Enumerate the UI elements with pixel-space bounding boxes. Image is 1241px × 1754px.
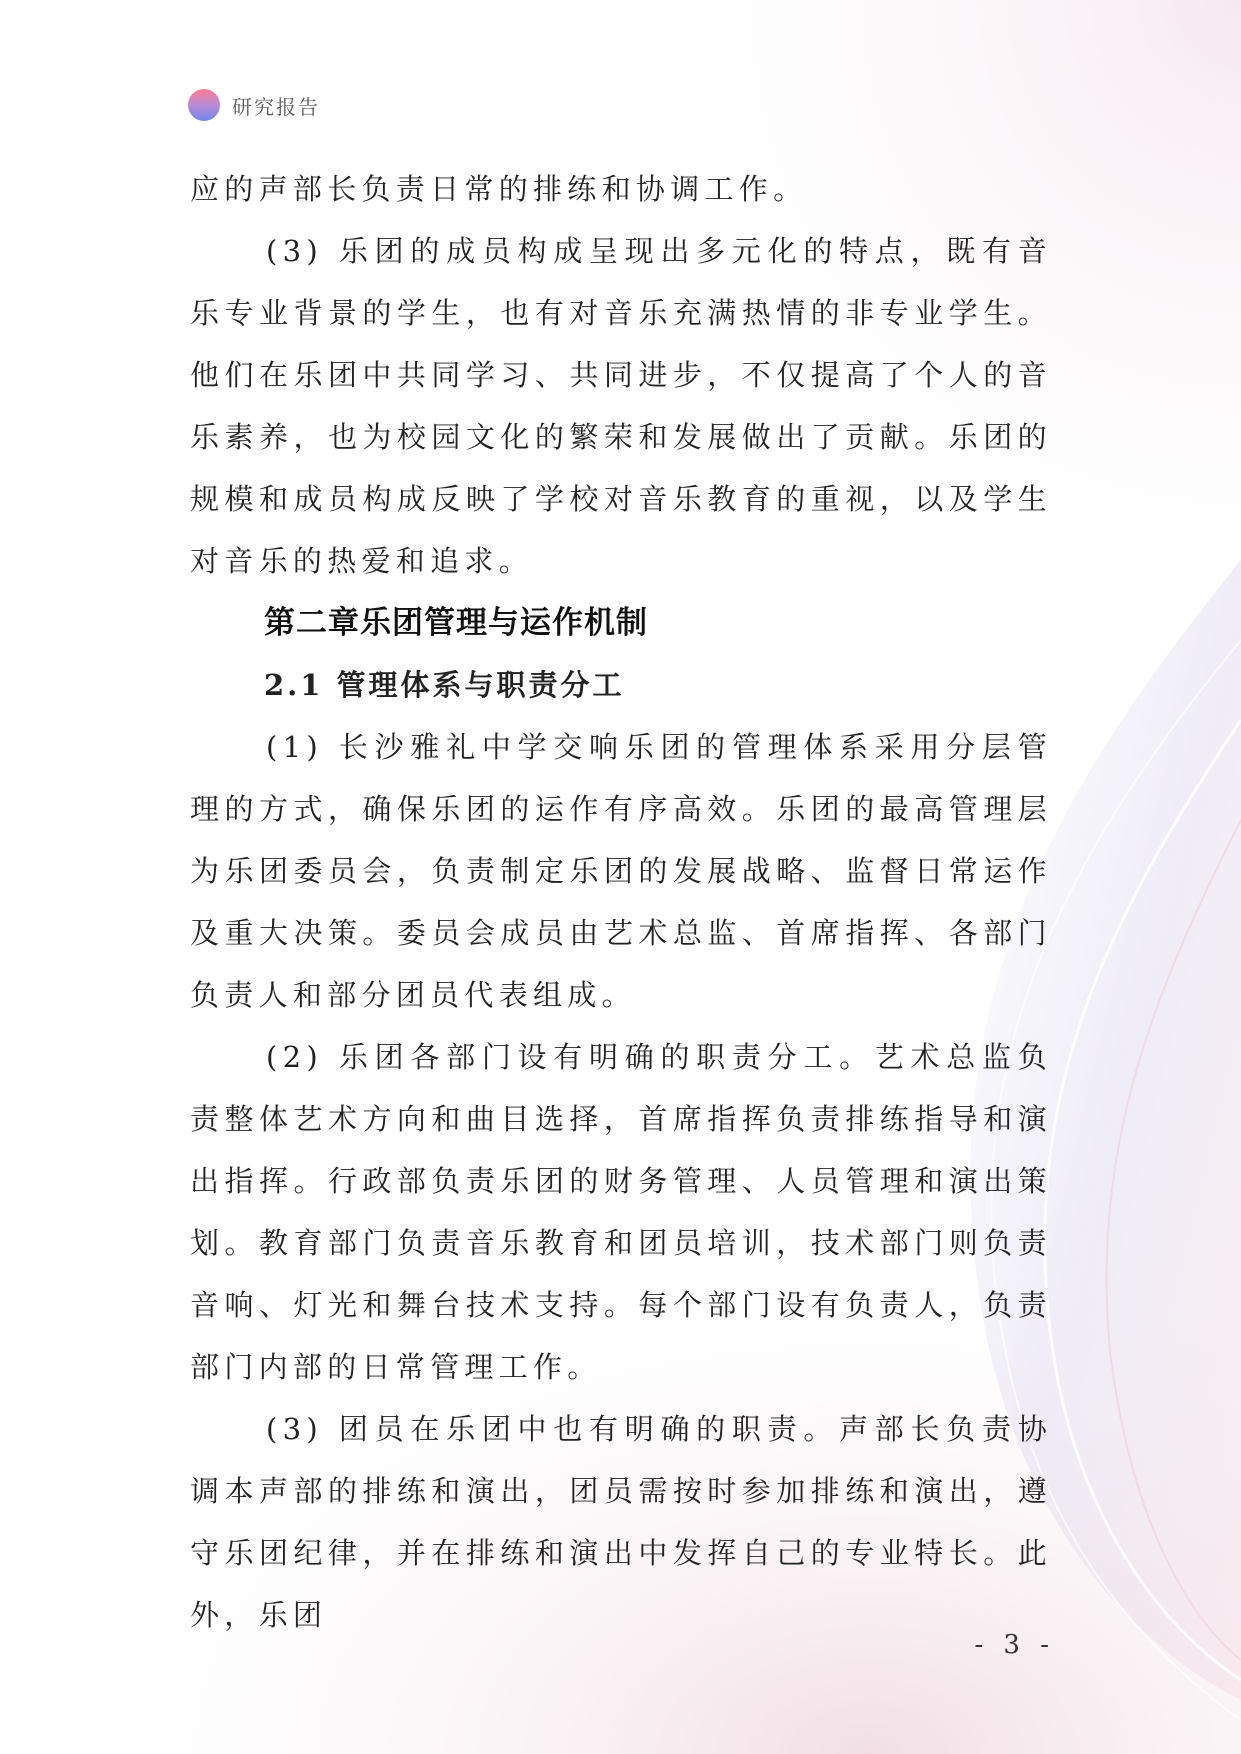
- paragraph-members: (3) 乐团的成员构成呈现出多元化的特点，既有音乐专业背景的学生，也有对音乐充满热情的非专业学生。他们在乐团中共同学习、共同进步，不仅提高了个人的音乐素养，也为校园文化的繁荣和发展做出了贡献。乐团的规模和成员构成反映了学校对音乐教育的重视，以及学生对音乐的热爱和追求。: [190, 234, 1052, 578]
- header-title: 研究报告: [232, 94, 320, 119]
- paragraph-department-duties: (2) 乐团各部门设有明确的职责分工。艺术总监负责整体艺术方向和曲目选择，首席指挥负责排练指导和演出指挥。行政部负责乐团的财务管理、人员管理和演出策划。教育部门负责音乐教育和团员培训，技术部门则负责音响、灯光和舞台技术支持。每个部门设有负责人，负责部门内部的日常管理工作。: [190, 1040, 1052, 1384]
- paragraph-management-system: (1) 长沙雅礼中学交响乐团的管理体系采用分层管理的方式，确保乐团的运作有序高效。乐团的最高管理层为乐团委员会，负责制定乐团的发展战略、监督日常运作及重大决策。委员会成员由艺术总监、首席指挥、各部门负责人和部分团员代表组成。: [190, 730, 1052, 1012]
- paragraph-member-duties: (3) 团员在乐团中也有明确的职责。声部长负责协调本声部的排练和演出，团员需按时参加排练和演出，遵守乐团纪律，并在排练和演出中发挥自己的专业特长。此外，乐团: [190, 1412, 1052, 1632]
- chapter-heading: 第二章乐团管理与运作机制: [264, 605, 648, 641]
- paragraph-continuation: 应的声部长负责日常的排练和协调工作。: [190, 172, 808, 206]
- logo-icon: [188, 89, 220, 121]
- page-number: - 3 -: [974, 1630, 1055, 1660]
- document-header: [188, 88, 320, 122]
- document-body: [190, 158, 1052, 1646]
- section-heading: 2.1 管理体系与职责分工: [264, 668, 625, 702]
